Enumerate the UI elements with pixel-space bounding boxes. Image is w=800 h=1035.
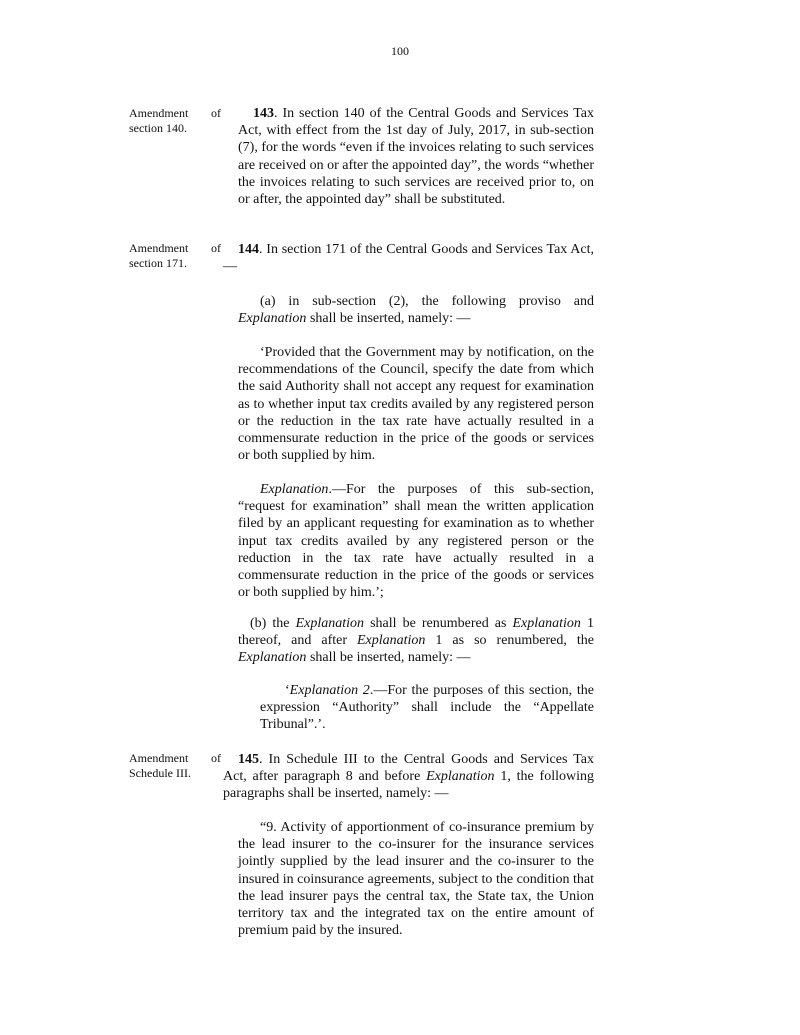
section-number: 144	[238, 242, 259, 257]
clause-a	[238, 293, 594, 327]
margin-note-section-144	[129, 241, 221, 271]
margin-note-word: Amendment	[129, 751, 189, 765]
clause-text: (b) the	[250, 616, 296, 631]
section-145-text	[223, 751, 594, 803]
explanation-2-paragraph	[260, 682, 594, 734]
section-body: . In section 171 of the Central Goods and Services Tax Act,—	[223, 242, 594, 275]
section-body: . In Schedule III to the Central Goods and Services Tax Act, after paragraph 8 and before	[223, 752, 594, 785]
margin-note-word: of	[211, 241, 221, 255]
section-body: . In section 140 of the Central Goods and Services Tax Act, with effect from the 1st day of July, 2017, in sub-section (7), for the words “even if the invoices relating to such services are received on or after the appointed day”, the words “whether the invoices relating to such services are received prior to, on or after, the appointed day” shall be substituted.	[238, 106, 594, 208]
explanation-paragraph	[238, 481, 594, 601]
section-body: 1, the following paragraphs shall be inserted, namely: —	[223, 769, 594, 802]
proviso-text: ‘Provided that the Government may by notification, on the recommendations of the Council, specify the date from which the said Authority shall not accept any request for examination as to whether input tax credits availed by any registered person or the reduction in the tax rate have actually resulted in a commensurate reduction in the price of the goods or services or both supplied by him.	[238, 345, 594, 464]
margin-note-line: section 171.	[129, 256, 187, 270]
clause-italic: Explanation	[357, 633, 426, 649]
clause-italic: Explanation	[512, 616, 581, 631]
margin-note-line: Schedule III.	[129, 766, 191, 780]
section-144-text	[223, 241, 594, 275]
clause-text: shall be inserted, namely: —	[306, 650, 471, 666]
clause-italic: Explanation	[238, 650, 307, 666]
explanation-2-text: .—For the purposes of this section, the expression “Authority” shall include the “Appellate Tribunal”.’.	[260, 683, 594, 733]
margin-note-word: of	[211, 751, 221, 765]
explanation-2-italic: Explanation 2	[289, 683, 370, 698]
margin-note-section-145	[129, 751, 221, 781]
section-143-text	[238, 105, 594, 208]
clause-text: (a) in sub-section (2), the following proviso and	[260, 294, 594, 309]
margin-note-word: Amendment	[129, 106, 189, 120]
page-number: 100	[391, 44, 409, 58]
paragraph-9	[238, 819, 594, 939]
quote-mark: ‘	[285, 683, 290, 698]
explanation-italic: Explanation	[260, 482, 329, 497]
section-number: 143	[253, 106, 274, 121]
explanation-text: .—For the purposes of this sub-section, “request for examination” shall mean the written application filed by an applicant requesting for examination as to whether input tax credits availed by any registered person or the reduction in the tax rate have actually resulted in a commensurate reduction in the price of the goods or services or both supplied by him.’;	[238, 482, 594, 601]
clause-b	[238, 615, 594, 667]
section-number: 145	[238, 752, 259, 767]
margin-note-section-143	[129, 106, 221, 136]
clause-italic: Explanation	[295, 616, 364, 631]
clause-italic: Explanation	[238, 311, 307, 327]
margin-note-line: section 140.	[129, 121, 187, 135]
proviso-paragraph	[238, 344, 594, 464]
margin-note-word: Amendment	[129, 241, 189, 255]
clause-text: shall be inserted, namely: —	[306, 311, 471, 327]
paragraph-9-text: “9. Activity of apportionment of co-insurance premium by the lead insurer to the co-insurer for the insurance services jointly supplied by the lead insurer and the co-insurer to the insured in coinsurance agreements, subject to the condition that the lead insurer pays the central tax, the State tax, the Union territory tax and the integrated tax on the entire amount of premium paid by the insured.	[238, 820, 594, 939]
section-italic: Explanation	[426, 769, 495, 785]
margin-note-word: of	[211, 106, 221, 120]
clause-text: shall be renumbered as	[364, 616, 513, 631]
clause-text: 1 thereof, and after	[238, 616, 594, 649]
clause-text: 1 as so renumbered, the	[425, 633, 594, 649]
